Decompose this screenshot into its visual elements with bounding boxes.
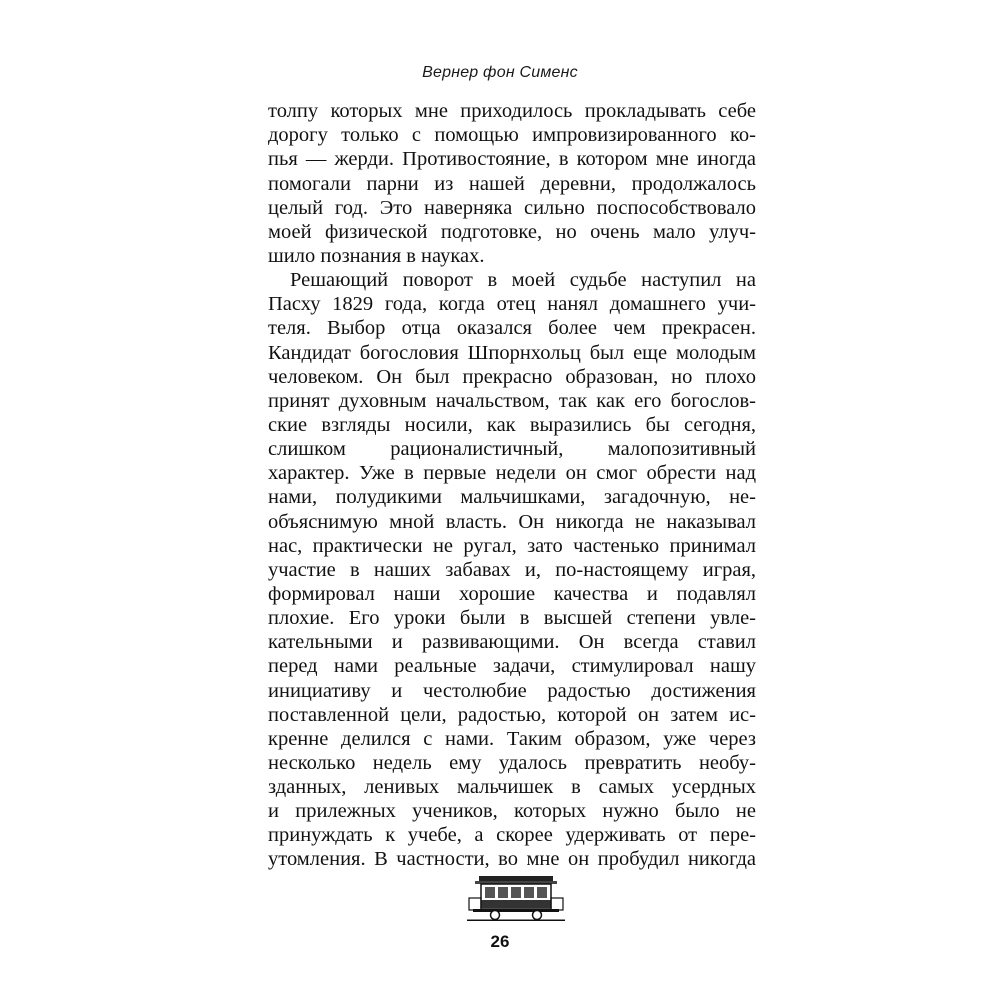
text-line: принуждать к учебе, а скорее удерживать от пере- xyxy=(268,824,756,846)
text-line: Пасху 1829 года, когда отец нанял домашнего учи- xyxy=(268,293,756,315)
text-line: слишком рационалистичный, малопозитивный xyxy=(268,438,756,460)
text-line: участие в наших забавах и, по-настоящему играя, xyxy=(268,559,756,581)
paragraph-first-line: Решающий поворот в моей судьбе наступил на xyxy=(290,269,756,291)
page-number: 26 xyxy=(490,932,510,951)
text-line: Кандидат богословия Шпорнхольц был еще молодым xyxy=(268,342,756,364)
text-line: дорогу только с помощью импровизированного ко- xyxy=(268,124,756,146)
text-line: ские взгляды носили, как выразились бы сегодня, xyxy=(268,414,756,436)
text-line: перед нами реальные задачи, стимулировал нашу xyxy=(268,655,756,677)
text-line: утомления. В частности, во мне он пробудил никогда xyxy=(268,848,756,870)
text-line: несколько недель ему удалось превратить необу- xyxy=(268,752,756,774)
text-line: пья — жерди. Противостояние, в котором мне иногда xyxy=(268,148,756,170)
text-line: плохие. Его уроки были в высшей степени увле- xyxy=(268,607,756,629)
text-line: и прилежных учеников, которых нужно было не xyxy=(268,800,756,822)
text-line: кательными и развивающими. Он всегда ставил xyxy=(268,631,756,653)
text-line: шило познания в науках. xyxy=(268,245,485,267)
text-line: моей физической подготовке, но очень мало улуч- xyxy=(268,221,756,243)
text-line: кренне делился с нами. Таким образом, уже через xyxy=(268,728,756,750)
text-line: целый год. Это наверняка сильно поспособствовало xyxy=(268,197,756,219)
running-header: Вернер фон Сименс xyxy=(422,64,578,81)
text-line: формировал наши хорошие качества и подавлял xyxy=(268,583,756,605)
text-line: поставленной цели, радостью, которой он затем ис- xyxy=(268,704,756,726)
text-line: принят духовным начальством, так как его богослов- xyxy=(268,390,756,412)
text-line: теля. Выбор отца оказался более чем прекрасен. xyxy=(268,317,756,339)
text-line: толпу которых мне приходилось прокладывать себе xyxy=(268,100,756,122)
text-line: объяснимую мной власть. Он никогда не наказывал xyxy=(268,511,756,533)
text-line: человеком. Он был прекрасно образован, но плохо xyxy=(268,366,756,388)
text-line: нами, полудикими мальчишками, загадочную, не- xyxy=(268,486,756,508)
text-line: зданных, ленивых мальчишек в самых усердных xyxy=(268,776,756,798)
text-line: инициативу и честолюбие радостью достижения xyxy=(268,680,756,702)
text-line: нас, практически не ругал, зато частенько принимал xyxy=(268,535,756,557)
tram-illustration-icon xyxy=(467,872,565,922)
text-line: характер. Уже в первые недели он смог обрести над xyxy=(268,462,756,484)
text-line: помогали парни из нашей деревни, продолжалось xyxy=(268,173,756,195)
